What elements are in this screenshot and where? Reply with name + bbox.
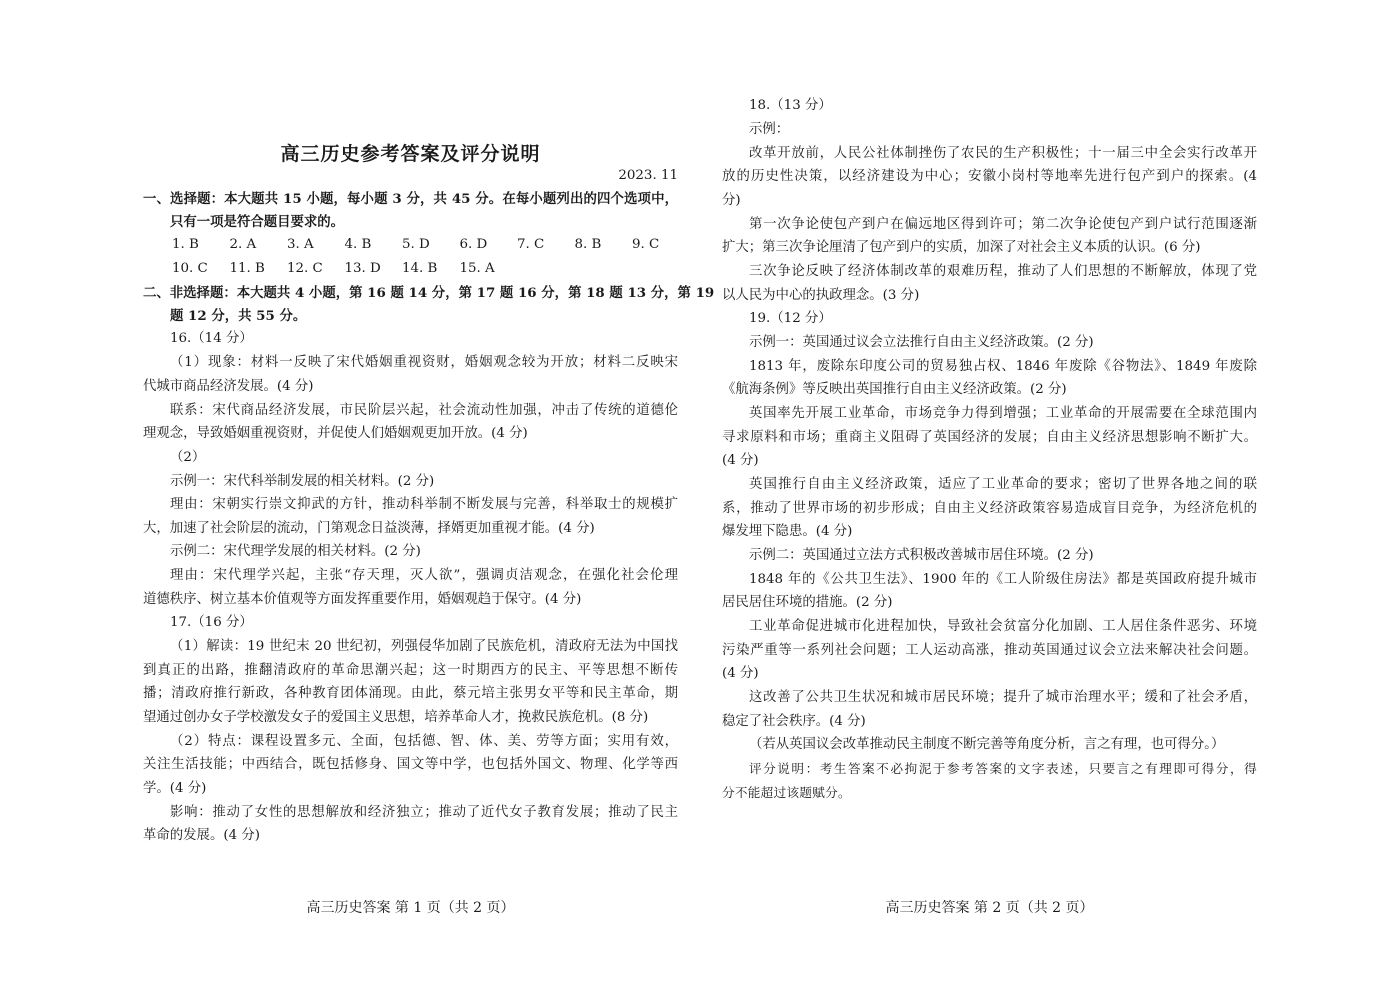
answer-line: 望通过创办女子学校激发女子的爱国主义思想，培养革命人才，挽救民族危机。(8 分) [143, 710, 649, 725]
answer-line: （1）现象：材料一反映了宋代婚姻重视资财，婚姻观念较为开放；材料二反映宋 [170, 355, 678, 370]
answer-line: 扩大；第三次争论厘清了包产到户的实质，加深了对社会主义本质的认识。(6 分) [722, 240, 1201, 255]
choice-answer: 8. B [574, 237, 602, 252]
answer-line: (4 分) [722, 453, 759, 468]
choice-answer: 1. B [172, 237, 199, 252]
question-heading: 16.（14 分） [170, 331, 253, 346]
scoring-note: 分不能超过该题赋分。 [722, 785, 851, 800]
answer-line: 示例二：宋代理学发展的相关材料。(2 分) [170, 544, 421, 559]
question-heading: 19.（12 分） [749, 311, 832, 326]
section-heading: 一、选择题：本大题共 15 小题，每小题 3 分，共 45 分。在每小题列出的四个选项中， [143, 191, 678, 207]
answer-line: 革命的发展。(4 分) [143, 828, 260, 843]
answer-line: 示例： [749, 122, 790, 137]
answer-line: 到真正的出路，推翻清政府的革命思潮兴起；这一时期西方的民主、平等思想不断传 [143, 663, 678, 678]
date: 2023. 11 [618, 168, 678, 183]
answer-line: 爆发埋下隐患。(4 分) [722, 524, 853, 539]
page-title: 高三历史参考答案及评分说明 [280, 143, 541, 165]
answer-line: 道德秩序、树立基本价值观等方面发挥重要作用，婚姻观趋于保守。(4 分) [143, 592, 582, 607]
choice-answer: 12. C [287, 261, 323, 276]
answer-line: 第一次争论使包产到户在偏远地区得到许可；第二次争论使包产到户试行范围逐渐 [749, 217, 1257, 232]
answer-line: 稳定了社会秩序。(4 分) [722, 714, 866, 729]
answer-line: 系，推动了世界市场的初步形成；自由主义经济政策容易造成盲目竞争，为经济危机的 [722, 501, 1257, 516]
answer-line: 污染严重等一系列社会问题；工人运动高涨，推动英国通过议会立法来解决社会问题。 [722, 643, 1257, 658]
answer-line: 示例一：英国通过议会立法推行自由主义经济政策。(2 分) [749, 335, 1094, 350]
choice-answer: 2. A [229, 237, 257, 252]
answer-line: 大，加速了社会阶层的流动，门第观念日益淡薄，择婿更加重视才能。(4 分) [143, 521, 595, 536]
choice-answer: 15. A [459, 261, 495, 276]
answer-line: 英国推行自由主义经济政策，适应了工业革命的要求；密切了世界各地之间的联 [749, 477, 1257, 492]
section-heading: 二、非选择题：本大题共 4 小题，第 16 题 14 分，第 17 题 16 分，第 18 题 13 分，第 19 [143, 285, 715, 301]
answer-line: 寻求原料和市场；重商主义阻碍了英国经济的发展；自由主义经济思想影响不断扩大。 [722, 430, 1257, 445]
answer-line: 关注生活技能；中西结合，既包括修身、国文等中学，也包括外国文、物理、化学等西 [143, 757, 678, 772]
answer-line: 这改善了公共卫生状况和城市居民环境；提升了城市治理水平；缓和了社会矛盾， [749, 690, 1257, 705]
answer-line: 播；清政府推行新政，各种教育团体涌现。由此，蔡元培主张男女平等和民主革命，期 [143, 686, 678, 701]
answer-line: 三次争论反映了经济体制改革的艰难历程，推动了人们思想的不断解放，体现了党 [749, 264, 1257, 279]
answer-line: 理由：宋朝实行崇文抑武的方针，推动科举制不断发展与完善，科举取士的规模扩 [170, 497, 678, 512]
choice-answer: 4. B [344, 237, 372, 252]
answer-line: （2）特点：课程设置多元、全面，包括德、智、体、美、劳等方面；实用有效， [170, 734, 678, 749]
answer-line: 1813 年，废除东印度公司的贸易独占权、1846 年废除《谷物法》、1849 年废除 [749, 359, 1257, 374]
answer-line: 分) [722, 193, 741, 208]
answer-line: （1）解读：19 世纪末 20 世纪初，列强侵华加剧了民族危机，清政府无法为中国找 [170, 639, 678, 654]
question-heading: 18.（13 分） [749, 98, 832, 113]
choice-answers-row [143, 259, 678, 279]
answer-line: 改革开放前，人民公社体制挫伤了农民的生产积极性；十一届三中全会实行改革开 [749, 146, 1257, 161]
answer-line: 放的历史性决策，以经济建设为中心；安徽小岗村等地率先进行包产到户的探索。(4 [722, 169, 1257, 184]
section-heading: 题 12 分，共 55 分。 [170, 308, 307, 324]
answer-line: 示例二：英国通过立法方式积极改善城市居住环境。(2 分) [749, 548, 1094, 563]
answer-line: 代城市商品经济发展。(4 分) [143, 379, 314, 394]
choice-answer: 5. D [402, 237, 430, 252]
choice-answer: 7. C [517, 237, 545, 252]
choice-answer: 11. B [229, 261, 265, 276]
answer-line: 理由：宋代理学兴起，主张“存天理，灭人欲”，强调贞洁观念，在强化社会伦理 [170, 568, 678, 583]
choice-answer: 6. D [459, 237, 488, 252]
choice-answer: 9. C [632, 237, 660, 252]
choice-answers-row [143, 235, 678, 255]
page-footer: 高三历史答案 第 1 页（共 2 页） [306, 900, 515, 916]
question-heading: 17.（16 分） [170, 615, 253, 630]
choice-answer: 3. A [287, 237, 314, 252]
answer-line: (4 分) [722, 666, 759, 681]
section-heading: 只有一项是符合题目要求的。 [170, 214, 345, 230]
answer-line: 1848 年的《公共卫生法》、1900 年的《工人阶级住房法》都是英国政府提升城市 [749, 572, 1257, 587]
answer-note: （若从英国议会改革推动民主制度不断完善等角度分析，言之有理，也可得分。） [749, 737, 1225, 752]
answer-line: 居民居住环境的措施。(2 分) [722, 595, 893, 610]
answer-line: 理观念，导致婚姻重视资财，并促使人们婚姻观更加开放。(4 分) [143, 426, 528, 441]
answer-line: 影响：推动了女性的思想解放和经济独立；推动了近代女子教育发展；推动了民主 [170, 805, 678, 820]
page-footer: 高三历史答案 第 2 页（共 2 页） [885, 900, 1094, 916]
scoring-note: 评分说明：考生答案不必拘泥于参考答案的文字表述，只要言之有理即可得分，得 [749, 761, 1257, 776]
answer-line: 工业革命促进城市化进程加快，导致社会贫富分化加剧、工人居住条件恶劣、环境 [749, 619, 1257, 634]
answer-line: 以人民为中心的执政理念。(3 分) [722, 288, 920, 303]
answer-line: 《航海条例》等反映出英国推行自由主义经济政策。(2 分) [722, 382, 1067, 397]
choice-answer: 13. D [344, 261, 381, 276]
answer-line: 联系：宋代商品经济发展，市民阶层兴起，社会流动性加强，冲击了传统的道德伦 [170, 403, 678, 418]
choice-answer: 14. B [402, 261, 438, 276]
answer-line: 学。(4 分) [143, 781, 207, 796]
answer-line: 示例一：宋代科举制发展的相关材料。(2 分) [170, 474, 435, 489]
choice-answer: 10. C [172, 261, 208, 276]
answer-line: （2） [170, 450, 206, 465]
answer-line: 英国率先开展工业革命，市场竞争力得到增强；工业革命的开展需要在全球范围内 [749, 406, 1257, 421]
